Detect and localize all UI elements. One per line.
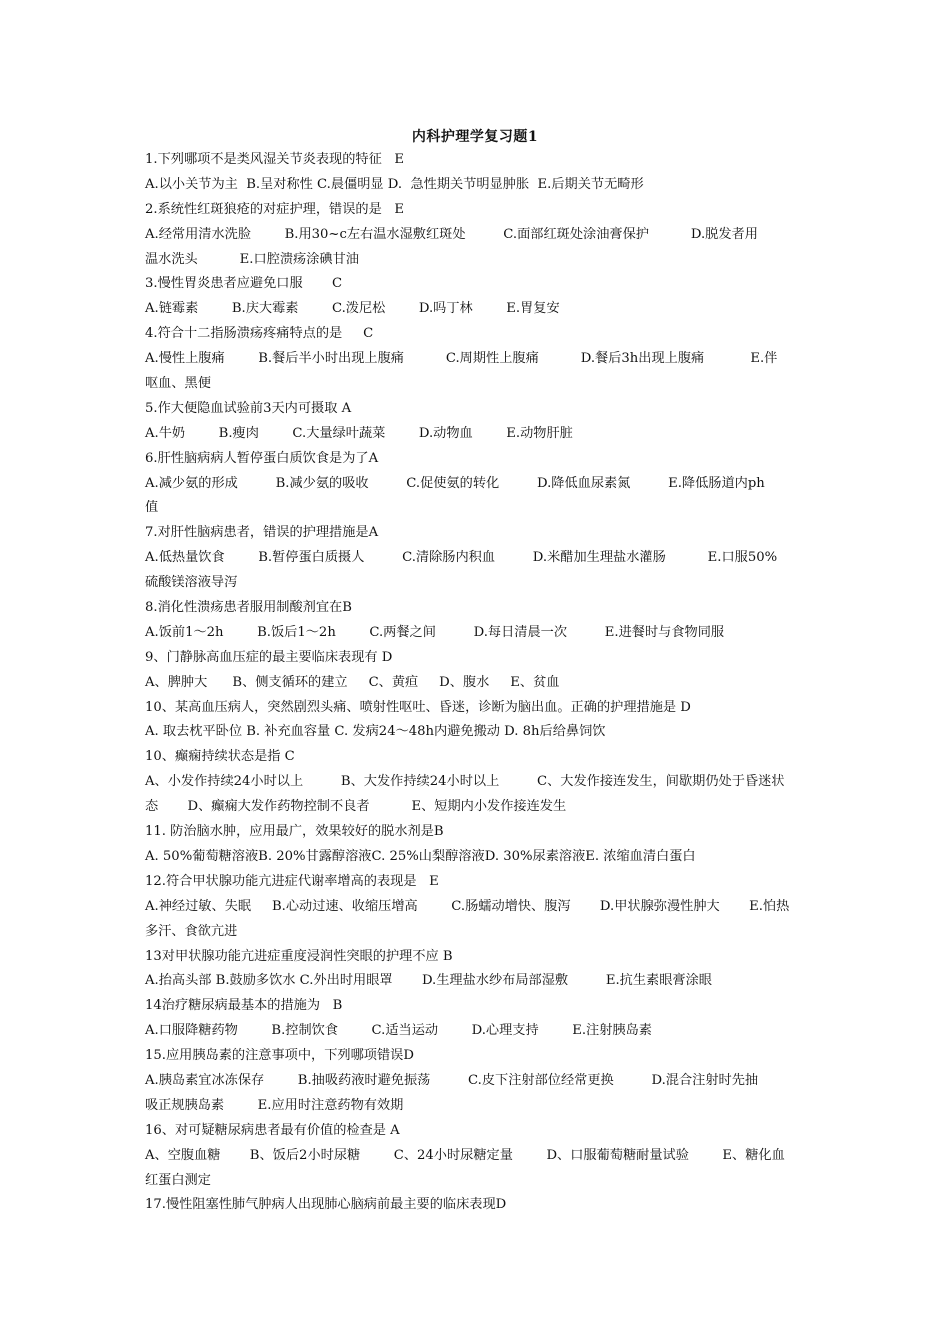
text-line: 值 (145, 500, 159, 516)
text-line: 多汗、食欲亢进 (145, 923, 238, 939)
document-title: 内科护理学复习题1 (411, 129, 539, 145)
text-line: A.饭前1～2h B.饭后1～2h C.两餐之间 D.每日清晨一次 E.进餐时与食物同服 (145, 624, 725, 640)
text-line: 态 D、癫痫大发作药物控制不良者 E、短期内小发作接连发生 (145, 799, 567, 815)
text-line: A.抬高头部 B.鼓励多饮水 C.外出时用眼罩 D.生理盐水纱布局部湿敷 E.抗生素眼膏涂眼 (145, 973, 712, 989)
text-line: 13对甲状腺功能亢进症重度浸润性突眼的护理不应 B (145, 948, 453, 964)
text-line: 呕血、黑便 (145, 376, 211, 392)
text-line: 1.下列哪项不是类风湿关节炎表现的特征 E (145, 152, 404, 167)
text-line: 温水洗头 E.口腔溃疡涂碘甘油 (145, 251, 359, 267)
text-line: A、空腹血糖 B、饭后2小时尿糖 C、24小时尿糖定量 D、口服葡萄糖耐量试验 E、糖化血 (145, 1147, 785, 1163)
text-line: A.胰岛素宜冰冻保存 B.抽吸药液时避免振荡 C.皮下注射部位经常更换 D.混合注射时先抽 (145, 1072, 759, 1088)
text-line: 5.作大便隐血试验前3天内可摄取 A (145, 400, 352, 416)
text-line: 7.对肝性脑病患者，错误的护理措施是A (145, 525, 379, 541)
text-line: 15.应用胰岛素的注意事项中，下列哪项错误D (145, 1048, 414, 1064)
text-line: 16、对可疑糖尿病患者最有价值的检查是 A (145, 1122, 400, 1138)
text-line: A.牛奶 B.瘦肉 C.大量绿叶蔬菜 D.动物血 E.动物肝脏 (145, 425, 573, 441)
text-line: 3.慢性胃炎患者应避免口服 C (145, 276, 343, 292)
text-line: A.低热量饮食 B.暂停蛋白质摄人 C.清除肠内积血 D.米醋加生理盐水灌肠 E.口服50% (145, 550, 778, 566)
text-line: A.口服降糖药物 B.控制饮食 C.适当运动 D.心理支持 E.注射胰岛素 (145, 1023, 652, 1039)
text-line: A.以小关节为主 B.呈对称性 C.晨僵明显 D. 急性期关节明显肿胀 E.后期关节无畸形 (145, 176, 644, 192)
text-line: A、小发作持续24小时以上 B、大发作持续24小时以上 C、大发作接连发生，间歇期仍处于昏迷状 (145, 774, 785, 790)
text-line: A.神经过敏、失眠 B.心动过速、收缩压增高 C.肠蠕动增快、腹泻 D.甲状腺弥漫性肿大 E.怕热 (145, 898, 790, 914)
text-line: 11. 防治脑水肿，应用最广，效果较好的脱水剂是B (145, 824, 444, 840)
text-line: A. 取去枕平卧位 B. 补充血容量 C. 发病24～48h内避免搬动 D. 8h后给鼻饲饮 (145, 724, 606, 740)
text-line: A.减少氨的形成 B.减少氨的吸收 C.促使氨的转化 D.降低血尿素氮 E.降低肠道内ph (145, 475, 765, 491)
text-line: 4.符合十二指肠溃疡疼痛特点的是 C (145, 326, 374, 342)
text-line: A. 50%葡萄糖溶液B. 20%甘露醇溶液C. 25%山梨醇溶液D. 30%尿素溶液E. 浓缩血清白蛋白 (145, 848, 696, 864)
text-line: 10、癫痫持续状态是指 C (145, 749, 295, 765)
text-line: 9、门静脉高血压症的最主要临床表现有 D (145, 649, 393, 665)
text-line: 硫酸镁溶液导泻 (145, 575, 238, 591)
text-line: 8.消化性溃疡患者服用制酸剂宜在B (145, 600, 352, 616)
text-line: 14治疗糖尿病最基本的措施为 B (145, 998, 343, 1014)
document-body (145, 148, 810, 1218)
text-line: A、脾肿大 B、侧支循环的建立 C、黄疸 D、腹水 E、贫血 (145, 674, 560, 690)
text-line: 6.肝性脑病病人暂停蛋白质饮食是为了A (145, 450, 379, 466)
text-line: 2.系统性红斑狼疮的对症护理，错误的是 E (145, 201, 404, 217)
text-line: A.经常用清水洗脸 B.用30~c左右温水湿敷红斑处 C.面部红斑处涂油膏保护 D.脱发者用 (145, 226, 758, 242)
text-line: 红蛋白测定 (145, 1172, 211, 1188)
text-line: 17.慢性阻塞性肺气肿病人出现肺心脑病前最主要的临床表现D (145, 1197, 507, 1213)
text-line: 10、某高血压病人，突然剧烈头痛、喷射性呕吐、昏迷，诊断为脑出血。正确的护理措施是 D (145, 699, 691, 715)
text-line: 12.符合甲状腺功能亢进症代谢率增高的表现是 E (145, 873, 439, 889)
text-line: A.链霉素 B.庆大霉素 C.泼尼松 D.吗丁林 E.胃复安 (145, 301, 560, 317)
text-line: 吸正规胰岛素 E.应用时注意药物有效期 (145, 1097, 404, 1113)
text-line: A.慢性上腹痛 B.餐后半小时出现上腹痛 C.周期性上腹痛 D.餐后3h出现上腹痛 E.伴 (145, 351, 778, 367)
